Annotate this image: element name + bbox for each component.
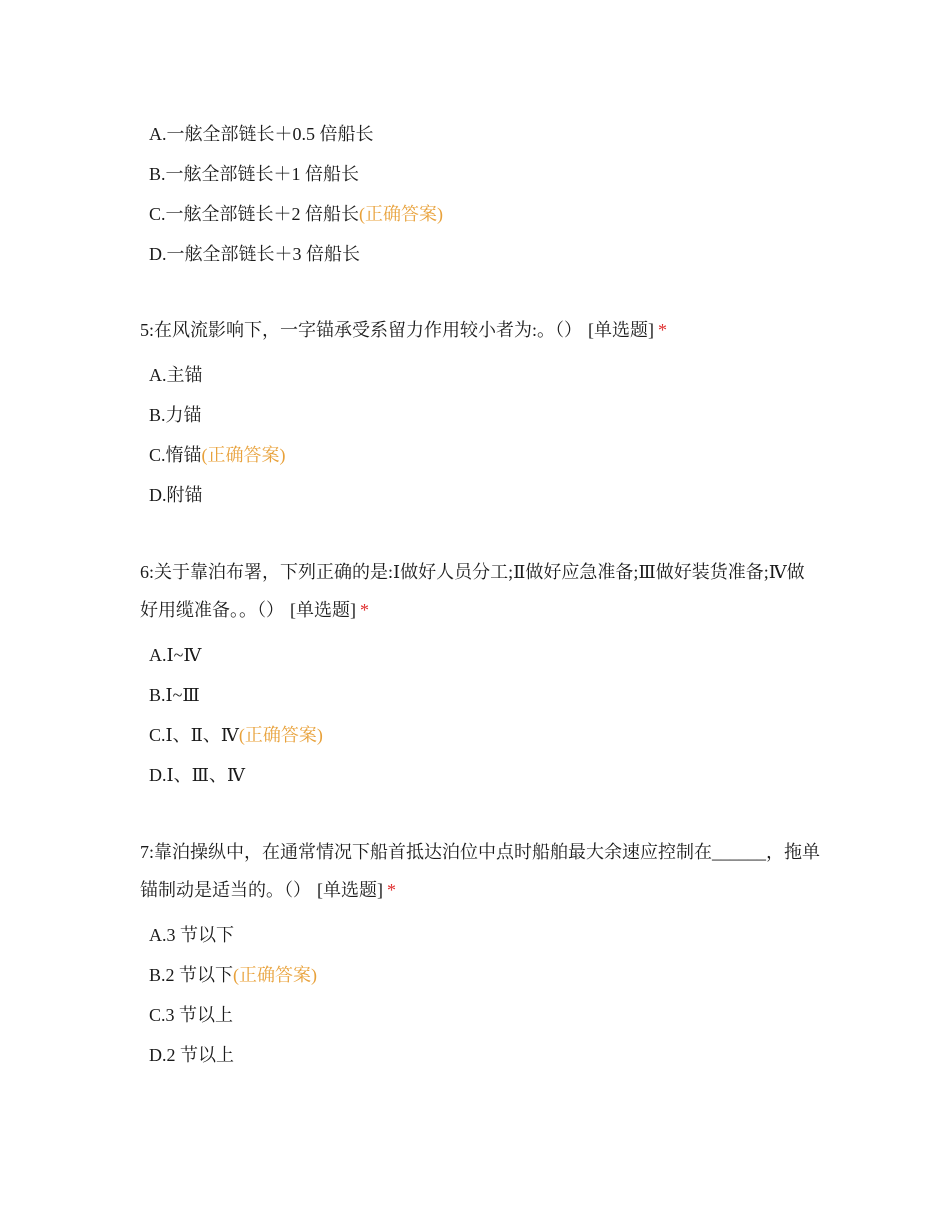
option-item: [140, 475, 820, 515]
option-text: D.Ⅰ、Ⅲ、Ⅳ: [149, 765, 245, 785]
question-title: [140, 311, 820, 349]
question-5: [140, 311, 820, 515]
question-4-options: [140, 114, 820, 274]
option-text: B.一舷全部链长＋1 倍船长: [149, 164, 360, 184]
option-item: [140, 435, 820, 475]
option-item: [140, 635, 820, 675]
option-text: D.一舷全部链长＋3 倍船长: [149, 244, 360, 264]
question-text: 5:在风流影响下，一字锚承受系留力作用较小者为:。（）: [140, 320, 582, 340]
option-item: [140, 395, 820, 435]
option-text: C.3 节以上: [149, 1005, 234, 1025]
option-item: [140, 194, 820, 234]
question-type-tag: [单选题]: [317, 880, 383, 900]
option-item: [140, 715, 820, 755]
question-6: [140, 553, 820, 795]
option-text: B.力锚: [149, 405, 202, 425]
option-item: [140, 915, 820, 955]
required-mark: *: [658, 320, 667, 340]
option-text: B.2 节以下: [149, 965, 234, 985]
option-item: [140, 114, 820, 154]
option-item: [140, 675, 820, 715]
option-item: [140, 1035, 820, 1075]
correct-answer-mark: (正确答案): [201, 445, 286, 465]
question-text: 7:靠泊操纵中，在通常情况下船首抵达泊位中点时船舶最大余速应控制在______，拖单锚制动是适当的。（）: [140, 842, 820, 900]
option-text: A.Ⅰ~Ⅳ: [149, 645, 202, 665]
required-mark: *: [360, 600, 369, 620]
required-mark: *: [387, 880, 396, 900]
option-text: C.Ⅰ、Ⅱ、Ⅳ: [149, 725, 239, 745]
correct-answer-mark: (正确答案): [233, 965, 318, 985]
option-item: [140, 755, 820, 795]
option-item: [140, 234, 820, 274]
question-type-tag: [单选题]: [588, 320, 654, 340]
option-item: [140, 154, 820, 194]
question-title: [140, 833, 820, 909]
option-text: C.一舷全部链长＋2 倍船长: [149, 204, 360, 224]
question-type-tag: [单选题]: [290, 600, 356, 620]
option-text: B.Ⅰ~Ⅲ: [149, 685, 200, 705]
option-text: D.2 节以上: [149, 1045, 234, 1065]
option-text: A.一舷全部链长＋0.5 倍船长: [149, 124, 374, 144]
option-text: A.主锚: [149, 365, 203, 385]
correct-answer-mark: (正确答案): [359, 204, 444, 224]
question-7: [140, 833, 820, 1075]
correct-answer-mark: (正确答案): [238, 725, 323, 745]
option-text: A.3 节以下: [149, 925, 234, 945]
option-item: [140, 995, 820, 1035]
option-text: C.惰锚: [149, 445, 202, 465]
question-text: 6:关于靠泊布署，下列正确的是:Ⅰ做好人员分工;Ⅱ做好应急准备;Ⅲ做好装货准备;Ⅳ做好用缆准备。。（）: [140, 562, 805, 620]
option-text: D.附锚: [149, 485, 203, 505]
question-title: [140, 553, 820, 629]
option-item: [140, 355, 820, 395]
option-item: [140, 955, 820, 995]
